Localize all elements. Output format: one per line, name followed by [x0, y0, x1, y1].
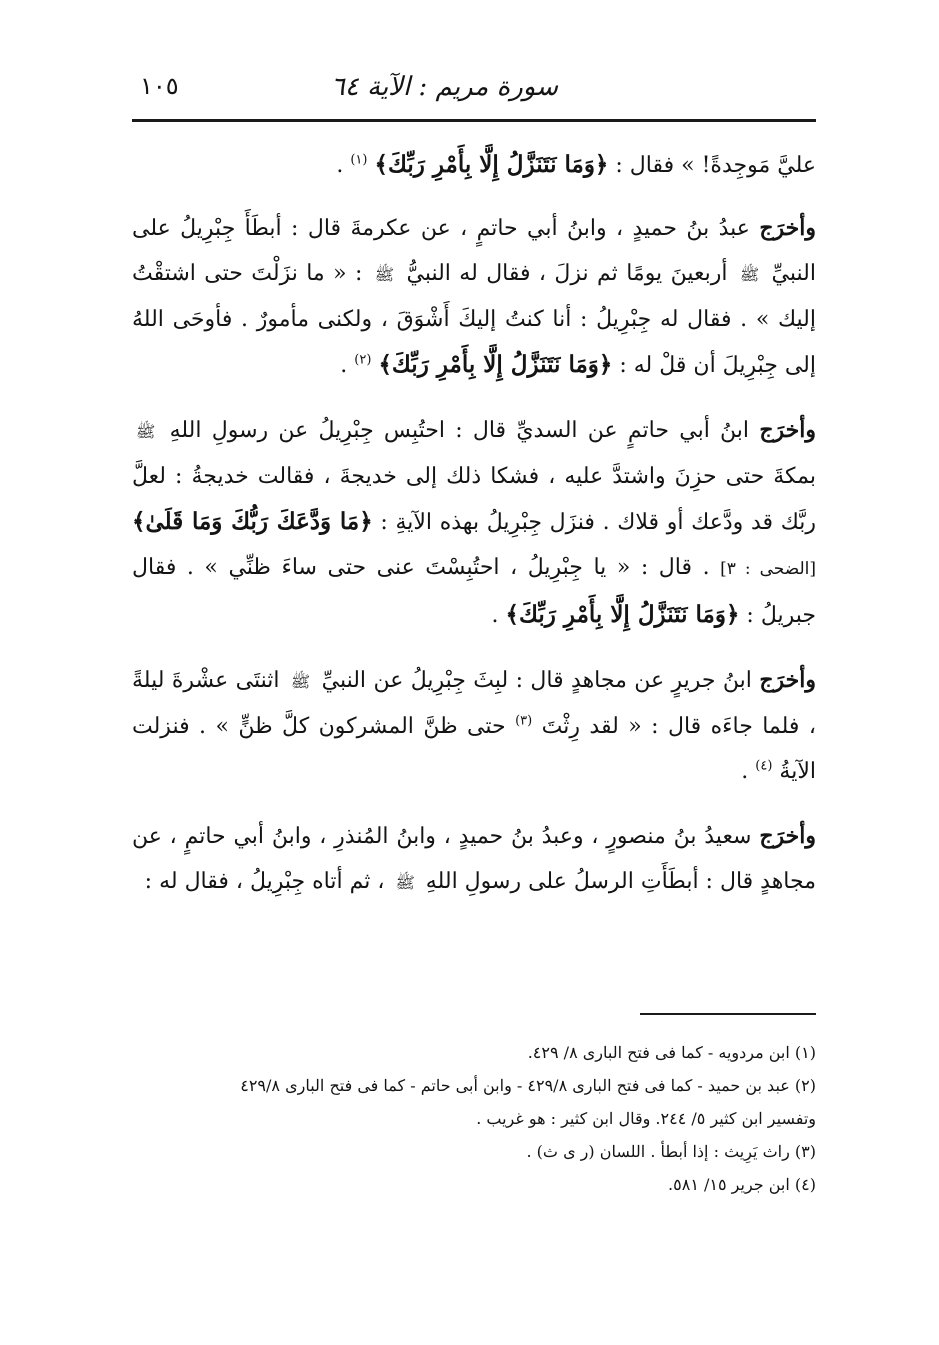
- salawat-glyph: ﷺ: [290, 672, 311, 691]
- surah-reference: [الضحى : ٣]: [720, 559, 816, 579]
- salawat-glyph: ﷺ: [739, 265, 760, 284]
- footnote-3: (٣) راث يَرِيث : إذا أبطأ . اللسان (ر ى ث) .: [526, 1142, 816, 1161]
- footnote-2: (٢) عبد بن حميد - كما فى فتح البارى ٤٢٩/٨ - وابن أبى حاتم - كما فى فتح البارى ٤٢٩/٨: [240, 1076, 816, 1095]
- salawat-glyph: ﷺ: [395, 873, 415, 892]
- text: أربعينَ يومًا ثم نزلَ ، فقال له النبيُّ: [398, 261, 728, 286]
- narration-lead: وأخرَج: [759, 215, 816, 241]
- text: بمكةَ حتى حزِنَ واشتدَّ عليه ، فشكا ذلك إلى خديجةَ ، فقالت خديجةُ : لعلَّ ربَّك قد ودَّعك أو قلاك . فنزَل جِبْرِيلُ بهذه الآيةِ :: [132, 464, 816, 535]
- text: .: [340, 353, 348, 378]
- text: .: [491, 603, 499, 628]
- paragraph-4: [132, 658, 816, 794]
- footnote-marker: (٣): [515, 713, 533, 729]
- text: عبدُ بنُ حميدٍ ، وابنُ أبي حاتمٍ ، عن عكرمةَ قال : أبطَأَ جِبْرِيلُ على النبيِّ: [132, 216, 816, 286]
- text: .: [336, 153, 344, 178]
- salawat-glyph: ﷺ: [374, 265, 395, 284]
- header-divider: [132, 119, 816, 122]
- salawat-glyph: ﷺ: [136, 422, 156, 441]
- narration-lead: وأخرَج: [759, 417, 816, 443]
- footnote-4: (٤) ابن جرير ١٥/ ٥٨١.: [668, 1175, 816, 1194]
- footnote-1: (١) ابن مردويه - كما فى فتح البارى ٨/ ٤٢٩.: [527, 1043, 816, 1062]
- page-number: ١٠٥: [140, 72, 179, 100]
- quran-verse: ﴿وَمَا نَتَنَزَّلُ إِلَّا بِأَمْرِ رَبِّكَ﴾: [374, 151, 609, 178]
- text: ابنُ جريرٍ عن مجاهدٍ قال : لبِثَ جِبْرِيلُ عن النبيِّ: [314, 668, 752, 693]
- text: حتى ظنَّ المشركون كلَّ ظنٍّ » . فنزلت الآيةُ: [132, 714, 816, 784]
- footnote-marker: (٢): [354, 352, 372, 368]
- footnote-marker: (١): [350, 152, 368, 168]
- text: اثنتَى عشْرةَ ليلةً ، فلما جاءَه قال : « لقد رِثْتَ: [132, 668, 816, 739]
- quran-verse: ﴿مَا وَدَّعَكَ رَبُّكَ وَمَا قَلَىٰ﴾: [132, 508, 373, 535]
- paragraph-2: [132, 206, 816, 388]
- text: سعيدُ بنُ منصورٍ ، وعبدُ بنُ حميدٍ ، وابنُ المُنذرِ ، وابنُ أبي حاتمٍ ، عن مجاهدٍ قال : أبطَأَتِ الرسلُ على رسولِ اللهِ: [132, 824, 816, 894]
- footnotes: [132, 1036, 816, 1201]
- narration-lead: وأخرَج: [759, 823, 816, 849]
- page-header: [132, 68, 816, 112]
- text: .: [741, 759, 749, 784]
- paragraph-1: [132, 142, 816, 188]
- main-text: [132, 142, 816, 925]
- text: ، ثم أتاه جِبْرِيلُ ، فقال له :: [144, 869, 385, 894]
- paragraph-5: [132, 814, 816, 905]
- text: . قال : « يا جِبْرِيلُ ، احتُبِسْتَ عنى حتى ساءَ ظنِّي » . فقال جبريلُ :: [132, 555, 816, 628]
- paragraph-3: [132, 408, 816, 638]
- footnote-divider: [640, 1013, 816, 1015]
- quran-verse: ﴿وَمَا نَتَنَزَّلُ إِلَّا بِأَمْرِ رَبِّكَ﴾: [505, 601, 740, 628]
- narration-lead: وأخرَج: [759, 667, 816, 693]
- footnote-marker: (٤): [755, 758, 773, 774]
- text: عليَّ مَوجِدةً! » فقال :: [608, 153, 816, 178]
- footnote-2-continued: وتفسير ابن كثير ٥/ ٢٤٤. وقال ابن كثير : هو غريب .: [476, 1109, 816, 1128]
- quran-verse: ﴿وَمَا نَتَنَزَّلُ إِلَّا بِأَمْرِ رَبِّكَ﴾: [378, 351, 613, 378]
- text: : « ما نزَلْتَ حتى اشتقْتُ إليك » . فقال له جِبْرِيلُ : أنا كنتُ إليكَ أَشْوَقَ ، ولكنى مأمورٌ . فأوحَى اللهُ إلى جِبْرِيلَ أن قلْ له :: [132, 261, 816, 378]
- text: ابنُ أبي حاتمٍ عن السديِّ قال : احتُبِس جِبْرِيلُ عن رسولِ اللهِ: [159, 418, 750, 443]
- running-header-title: سورة مريم : الآية ٦٤: [330, 72, 558, 102]
